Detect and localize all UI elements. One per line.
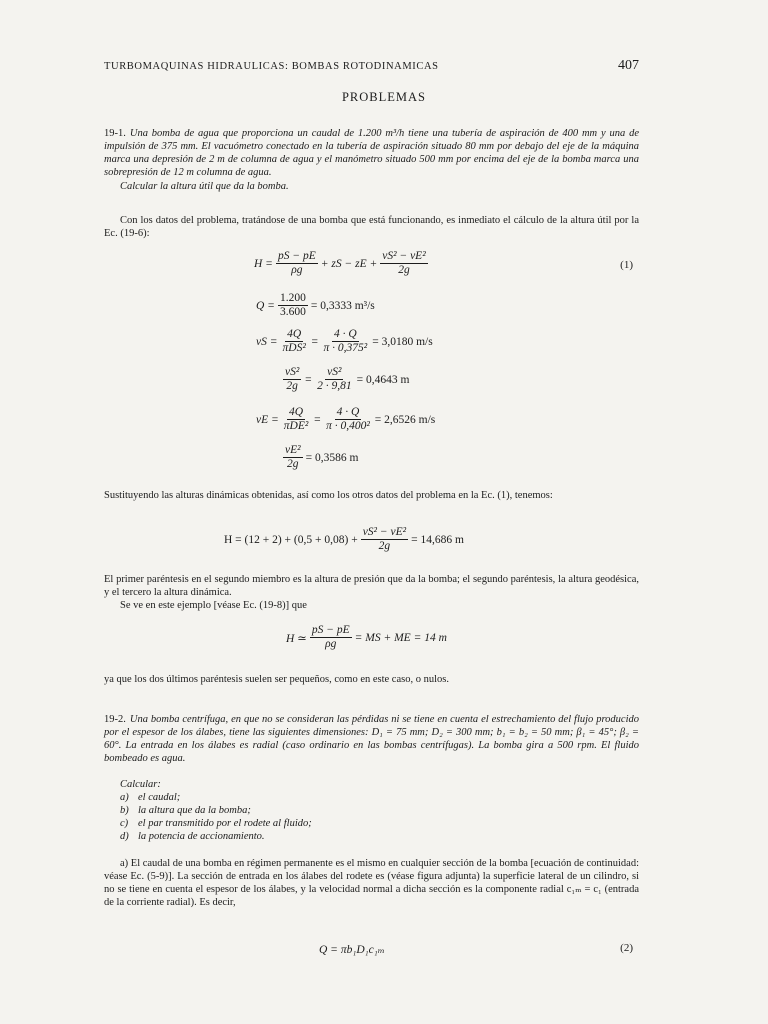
problem-number: 19-2. bbox=[104, 714, 126, 725]
problem-19-2-statement: 19-2. Una bomba centrífuga, en que no se consideran las pérdidas ni se tiene en cuenta el estrechamiento del flujo producido por el espesor de los álabes, tiene las siguientes dimensiones: D₁ = 75 mm; D₂ = 300 mm; b₁ = b₂ = 50 mm; β₁ = 45°; β₂ = 60°. La entrada en los álabes es radial (caso ordinario en las bombas centrífugas). La bomba gira a 500 rpm. El fluido bombeado es agua. bbox=[104, 714, 639, 764]
problem-19-1-explanation: El primer paréntesis en el segundo miembro es la altura de presión que da la bomba; el segundo paréntesis, la altura geodésica, y el tercero la altura dinámica. bbox=[104, 574, 639, 598]
equation-number: (1) bbox=[620, 259, 633, 271]
running-header bbox=[104, 58, 639, 74]
problem-19-1-statement: 19-1. Una bomba de agua que proporciona un caudal de 1.200 m³/h tiene una tubería de aspiración de 400 mm y una de impulsión de 375 mm. El vacuómetro conectado en la tubería de aspiración situado 80 mm por debajo del eje de la máquina marca una depresión de 2 m de columna de agua y el manómetro situado 500 mm por encima del eje de la bomba marca una sobrepresión de 12 m columna de agua. bbox=[104, 128, 639, 178]
problem-19-1-ask: Calcular la altura útil que da la bomba. bbox=[120, 181, 289, 192]
list-item: a) el caudal; bbox=[120, 792, 181, 803]
problem-19-1-substitution: Sustituyendo las alturas dinámicas obtenidas, así como los otros datos del problema en la Ec. (1), tenemos: bbox=[104, 490, 553, 501]
page-number: 407 bbox=[618, 58, 639, 73]
list-item: c) el par transmitido por el rodete al fluido; bbox=[120, 818, 312, 829]
book-page: TURBOMAQUINAS HIDRAULICAS: BOMBAS ROTODINAMICAS 407 PROBLEMAS 19-1. Una bomba de agua que proporciona un caudal de 1.200 m³/h tiene una tubería de aspiración de 400 mm y una de impulsión de 375 mm. El vacuómetro conectado en la tubería de aspiración situado 80 mm por debajo del eje de la máquina marca una depresión de 2 m de columna de agua y el manómetro situado 500 mm por encima del eje de la bomba marca una sobrepresión de 12 m columna de agua. Calcular la altura útil que da la bomba. Con los datos del problema, tratándose de una bomba que está funcionando, es inmediato el cálculo de la altura útil por la Ec. (19-6): H = $\frac{pS - pE}{\rho g}$ + zS − zE + $\frac{\text{vS² − vE²}}{2g}$ (1) Q = $\frac{1.200}{3.600}$ = 0,3333 m³/s vS = $\frac{4Q}{\text{πDS²}}$ = $\frac{4 \cdot Q}{\text{π · 0,375²}}$ = 3,0180 m/s $\frac{\text{vS²}}{2g}$ = $\frac{\text{vS²}}{2 \cdot 9,81}$ = 0,4643 m vE = $\frac{4Q}{\text{πDE²}}$ = $\frac{4 \cdot Q}{\text{π · 0,400²}}$ = 2,6526 m/s $\frac{\text{vE²}}{2g}$ = 0,3586 m Sustituyendo las alturas dinámicas obtenidas, así como los otros datos del problema en la Ec. (1), tenemos: H = (12 + 2) + (0,5 + 0,08) + $\frac{\text{vS² − vE²}}{2g}$ = 14,686 m El primer paréntesis en el segundo miembro es la altura de presión que da la bomba; el segundo paréntesis, la altura geodésica, y el tercero la altura dinámica. Se ve en este ejemplo [véase Ec. (19-8)] que H ≃ $\frac{pS - pE}{\rho g}$ = MS + ME = 14 m ya que los dos últimos paréntesis suelen ser pequeños, como en este caso, o nulos. 19-2. Una bomba centrífuga, en que no se consideran las pérdidas ni se tiene en cuenta el estrechamiento del flujo producido por el espesor de los álabes, tiene las siguientes dimensiones: D₁ = 75 mm; D₂ = 300 mm; b₁ = b₂ = 50 mm; β₁ = 45°; β₂ = 60°. La entrada en los álabes es radial (caso ordinario en las bombas centrífugas). La bomba gira a 500 rpm. El fluido bombeado es agua. Calcular: a) el caudal; b) la altura que da la bomba; c) el par transmitido por el rodete al fluido; d) la potencia de accionamiento. a) El caudal de una bomba en régimen permanente es el mismo en cualquier sección de la bomba [ecuación de continuidad: véase Ec. (5-9)]. La sección de entrada en los álabes del rodete es (véase figura adjunta) la superficie lateral de un cilindro, si no se tiene en cuenta el espesor de los álabes, y la velocidad normal a dicha sección es la componente radial c₁ₘ = c₁ (entrada de la corriente radial). Es decir, Q = πb₁D₁c₁ₘ (2) bbox=[0, 0, 768, 1024]
problem-19-1-intro: Con los datos del problema, tratándose de una bomba que está funcionando, es inmediato el cálculo de la altura útil por la Ec. (19-6): bbox=[104, 215, 639, 239]
problem-number: 19-1. bbox=[104, 128, 126, 139]
list-item: d) la potencia de accionamiento. bbox=[120, 831, 265, 842]
problem-19-2-calc: Calcular: bbox=[120, 779, 161, 790]
problem-19-1-see: Se ve en este ejemplo [véase Ec. (19-8)] que bbox=[120, 600, 307, 611]
section-title: PROBLEMAS bbox=[341, 90, 427, 104]
running-title: TURBOMAQUINAS HIDRAULICAS: BOMBAS ROTODINAMICAS bbox=[104, 61, 439, 72]
problem-19-2-answer-a: a) El caudal de una bomba en régimen permanente es el mismo en cualquier sección de la bomba [ecuación de continuidad: véase Ec. (5-9)]. La sección de entrada en los álabes del rodete es (véase figura adjunta) la superficie lateral de un cilindro, si no se tiene en cuenta el espesor de los álabes, y la velocidad normal a dicha sección es la componente radial c₁ₘ = c₁ (entrada de la corriente radial). Es decir, bbox=[104, 858, 639, 908]
list-item: b) la altura que da la bomba; bbox=[120, 805, 251, 816]
problem-19-2-items bbox=[120, 791, 312, 843]
equation-number: (2) bbox=[620, 942, 633, 954]
problem-19-1-conclusion: ya que los dos últimos paréntesis suelen ser pequeños, como en este caso, o nulos. bbox=[104, 674, 449, 685]
